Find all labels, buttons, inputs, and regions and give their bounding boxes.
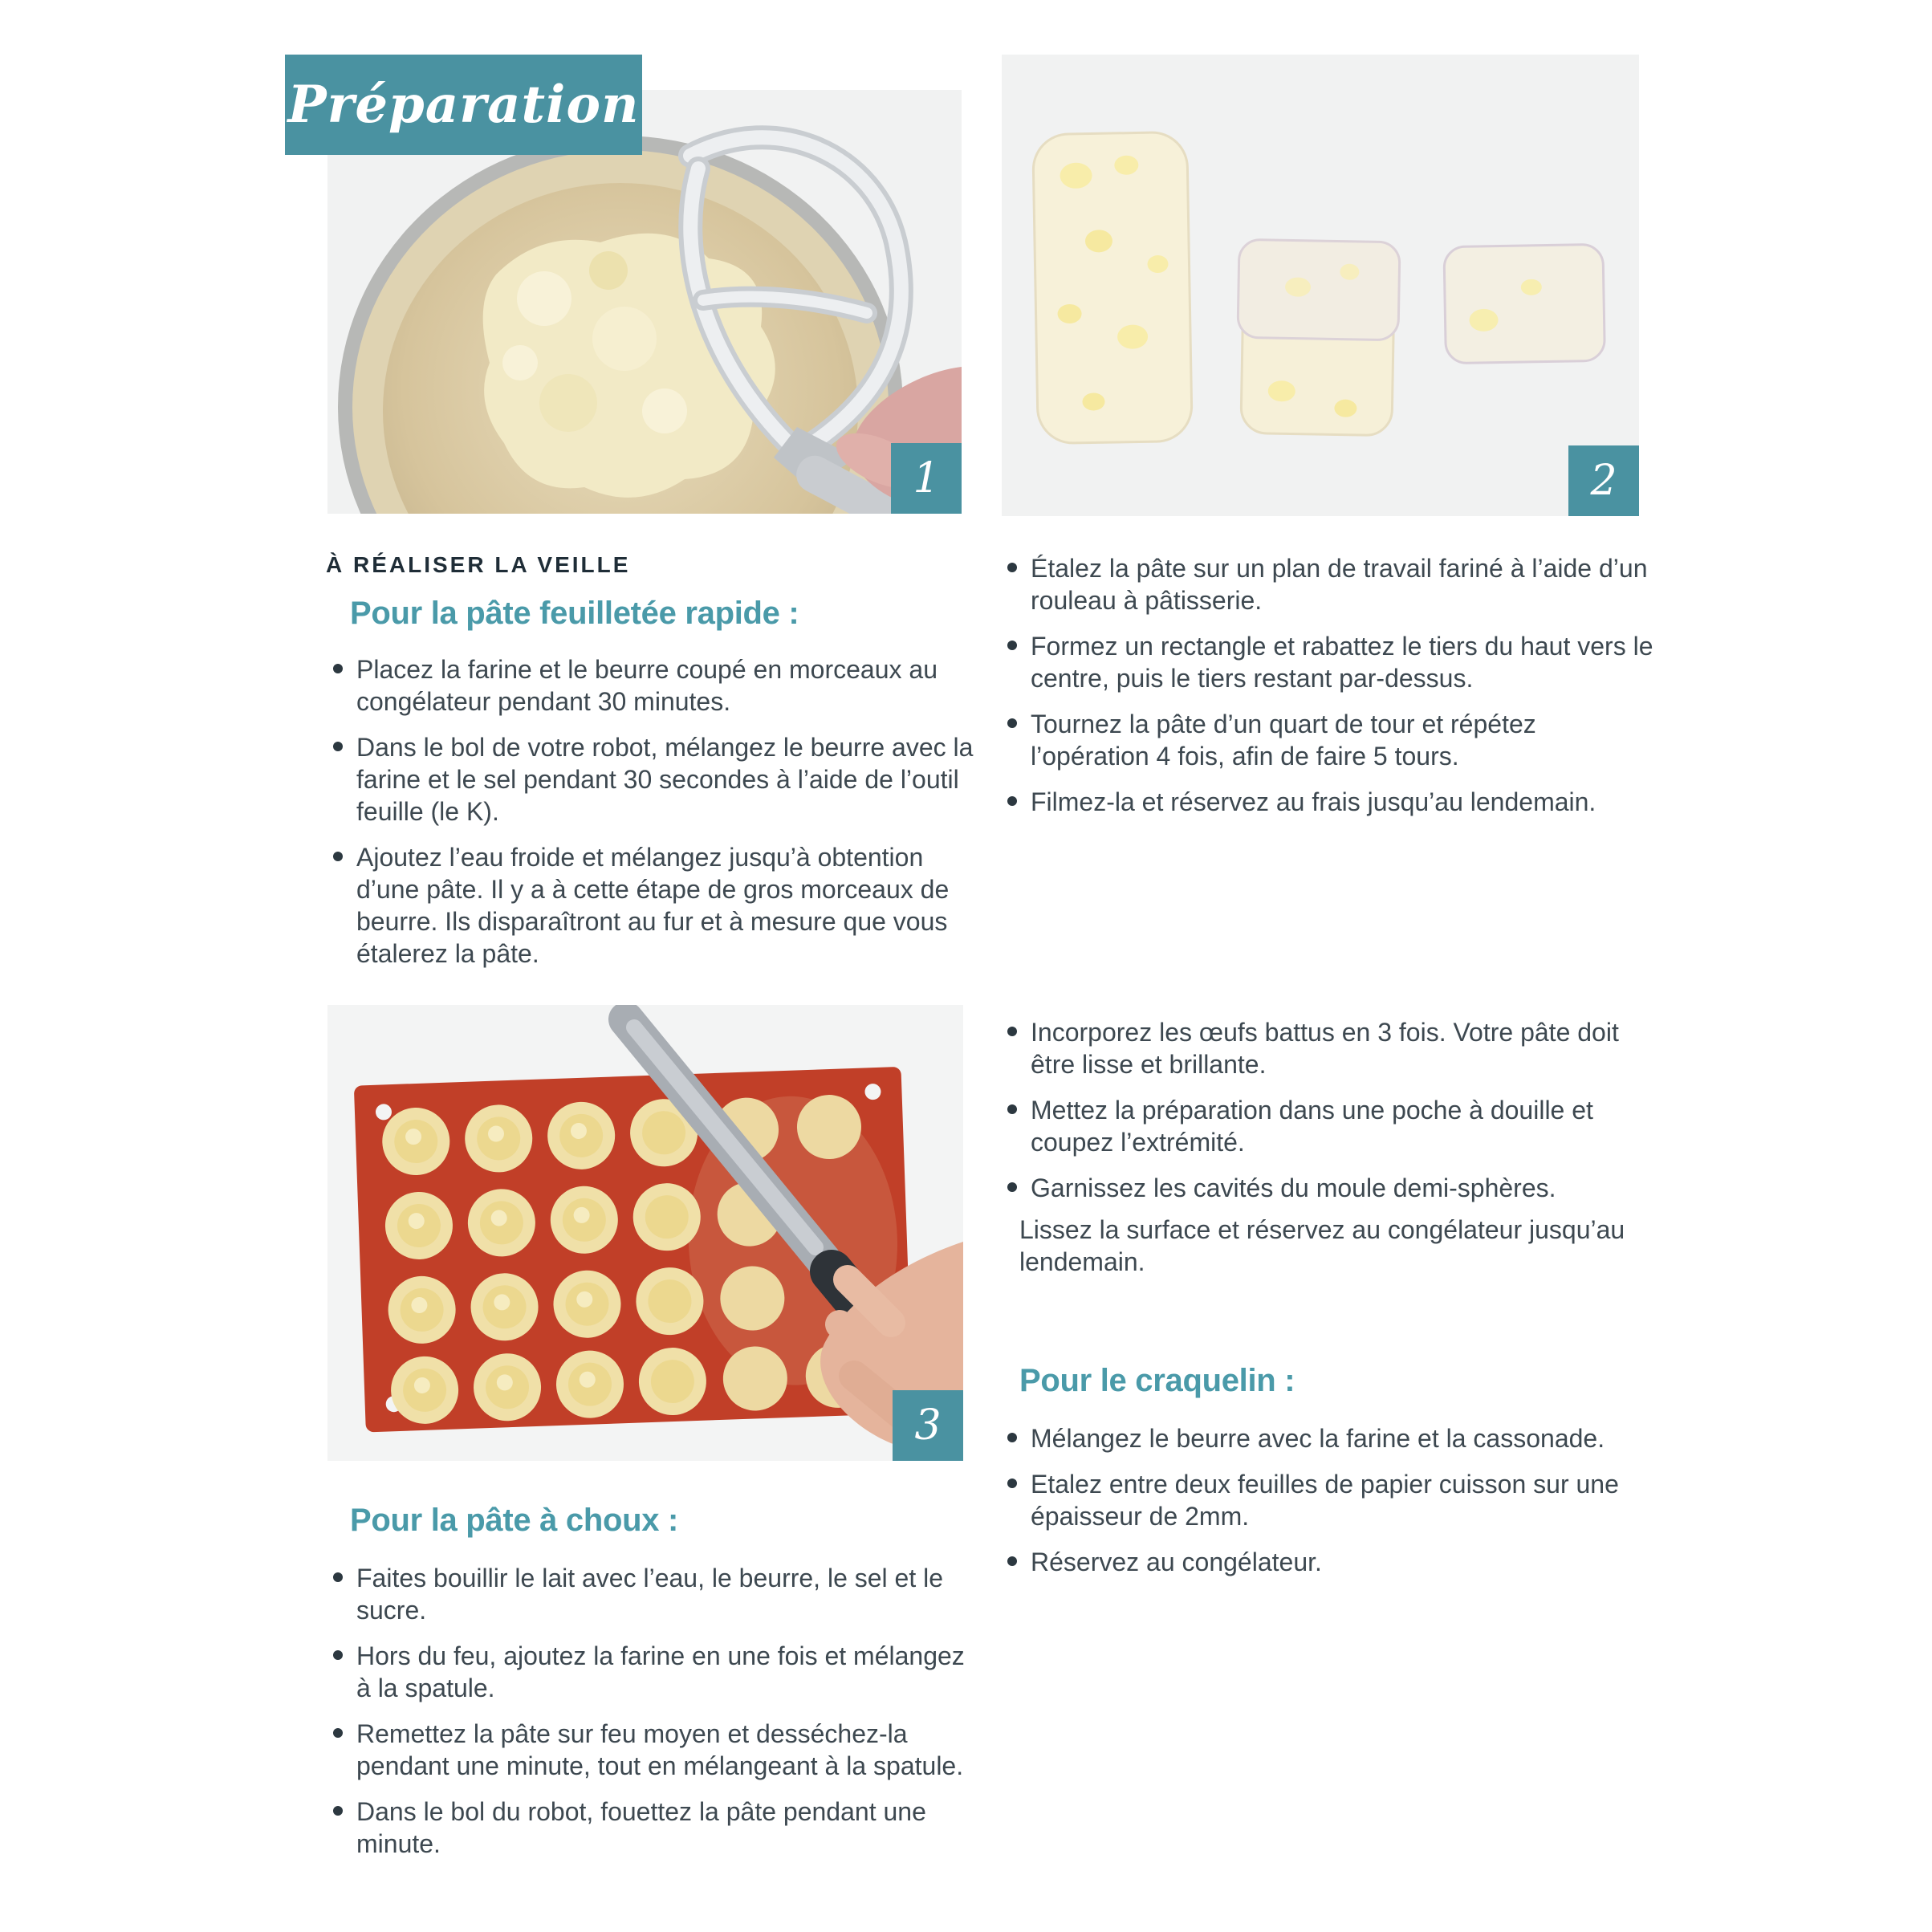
list-item: Réservez au congélateur. — [1002, 1546, 1658, 1578]
heading-pate-a-choux: Pour la pâte à choux : — [350, 1503, 679, 1538]
figure-1-badge — [891, 443, 962, 514]
list-item: Garnissez les cavités du moule demi-sphères. — [1002, 1172, 1658, 1204]
list-piping-steps — [1002, 1016, 1658, 1218]
heading-pate-feuilletee: Pour la pâte feuilletée rapide : — [350, 596, 799, 631]
silicone-mold-illustration — [327, 1005, 963, 1461]
list-item: Mettez la préparation dans une poche à douille et coupez l’extrémité. — [1002, 1094, 1658, 1158]
section-title: Préparation — [287, 75, 640, 135]
figure-2-number: 2 — [1590, 457, 1617, 505]
figure-2-badge — [1568, 445, 1639, 516]
kicker-make-day-before: À RÉALISER LA VEILLE — [326, 552, 631, 577]
figure-3-number: 3 — [914, 1401, 942, 1450]
figure-3-badge — [893, 1390, 963, 1461]
dough-piece-folded-twice — [1444, 244, 1605, 363]
list-item: Remettez la pâte sur feu moyen et desséchez-la pendant une minute, tout en mélangeant à la spatule. — [327, 1718, 976, 1782]
list-item: Faites bouillir le lait avec l’eau, le beurre, le sel et le sucre. — [327, 1562, 976, 1626]
list-item: Placez la farine et le beurre coupé en morceaux au congélateur pendant 30 minutes. — [327, 653, 976, 718]
list-pate-feuilletee — [327, 653, 976, 983]
figure-pastry-folding — [1002, 55, 1639, 516]
list-item: Mélangez le beurre avec la farine et la cassonade. — [1002, 1422, 1658, 1454]
section-title-banner — [285, 55, 642, 155]
list-craquelin — [1002, 1422, 1658, 1592]
list-pate-a-choux — [327, 1562, 976, 1873]
list-item: Étalez la pâte sur un plan de travail fariné à l’aide d’un rouleau à pâtisserie. — [1002, 552, 1658, 616]
dough-piece-folded-once — [1236, 239, 1400, 435]
list-folding-steps — [1002, 552, 1658, 832]
list-item: Formez un rectangle et rabattez le tiers du haut vers le centre, puis le tiers restant par-dessus. — [1002, 630, 1658, 694]
pastry-folding-illustration — [1002, 55, 1639, 516]
heading-craquelin: Pour le craquelin : — [1019, 1363, 1295, 1398]
list-item: Ajoutez l’eau froide et mélangez jusqu’à obtention d’une pâte. Il y a à cette étape de gros morceaux de beurre. Ils disparaîtront au fur et à mesure que vous étalerez la pâte. — [327, 841, 976, 970]
figure-1-number: 1 — [913, 454, 940, 502]
figure-silicone-mold — [327, 1005, 963, 1461]
list-item: Dans le bol du robot, fouettez la pâte pendant une minute. — [327, 1796, 976, 1860]
list-item: Dans le bol de votre robot, mélangez le beurre avec la farine et le sel pendant 30 secondes à l’aide de l’outil feuille (le K). — [327, 731, 976, 828]
list-item: Etalez entre deux feuilles de papier cuisson sur une épaisseur de 2mm. — [1002, 1468, 1658, 1532]
dough-piece-long — [1033, 132, 1193, 443]
list-item: Hors du feu, ajoutez la farine en une fois et mélangez à la spatule. — [327, 1640, 976, 1704]
list-item: Incorporez les œufs battus en 3 fois. Votre pâte doit être lisse et brillante. — [1002, 1016, 1658, 1080]
list-item: Filmez-la et réservez au frais jusqu’au lendemain. — [1002, 786, 1658, 818]
note-smooth-and-freeze: Lissez la surface et réservez au congélateur jusqu’au lendemain. — [1019, 1215, 1625, 1276]
list-item: Tournez la pâte d’un quart de tour et répétez l’opération 4 fois, afin de faire 5 tours. — [1002, 708, 1658, 772]
